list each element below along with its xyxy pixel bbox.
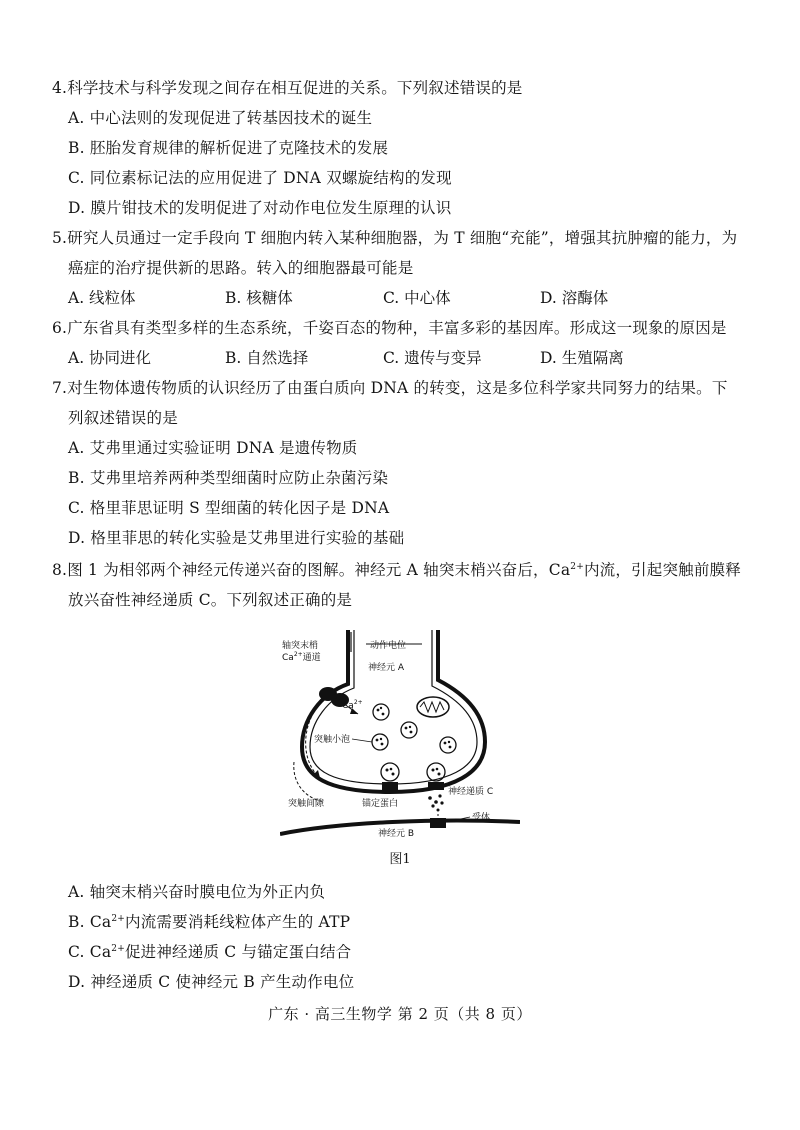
figure-1-caption: 图1 (389, 852, 411, 867)
question-5-option-b: B. 核糖体 (225, 289, 293, 307)
vesicles (372, 704, 456, 781)
label-ca-ion: $Ca^{2+}$ (342, 699, 363, 711)
question-8-stem-line1: 8.图 1 为相邻两个神经元传递兴奋的图解。神经元 A 轴突末梢兴奋后，$Ca^{2+}$内流，引起突触前膜释 (52, 561, 741, 579)
question-6-option-d: D. 生殖隔离 (540, 349, 624, 367)
question-5-option-c: C. 中心体 (383, 289, 451, 307)
question-8-stem-line2: 放兴奋性神经递质 C。下列叙述正确的是 (68, 591, 353, 609)
neuron-a-membrane (302, 630, 485, 792)
label-neuron-a: 神经元 A (368, 663, 405, 673)
question-8-option-d: D. 神经递质 C 使神经元 B 产生动作电位 (68, 973, 355, 991)
question-7-stem-line2: 列叙述错误的是 (68, 409, 178, 427)
label-ca-channel: $Ca^{2+}$通道 (282, 651, 321, 663)
label-receptor: 受体 (472, 813, 491, 823)
label-neurotransmitter-c: 神经递质 C (448, 787, 494, 797)
question-5-stem-line2: 癌症的治疗提供新的思路。转入的细胞器最可能是 (68, 259, 414, 277)
question-7-option-b: B. 艾弗里培养两种类型细菌时应防止杂菌污染 (68, 469, 389, 487)
label-vesicle: 突触小泡 (314, 735, 351, 745)
label-axon-terminal: 轴突末梢 (282, 641, 319, 651)
question-6-option-a: A. 协同进化 (68, 349, 152, 367)
question-4-stem: 4.科学技术与科学发现之间存在相互促进的关系。下列叙述错误的是 (52, 79, 523, 97)
question-4-option-d: D. 膜片钳技术的发明促进了对动作电位发生原理的认识 (68, 199, 452, 217)
question-6-option-c: C. 遗传与变异 (383, 349, 482, 367)
question-5-option-a: A. 线粒体 (68, 289, 136, 307)
question-8-option-b: B. $Ca^{2+}$内流需要消耗线粒体产生的 ATP (68, 913, 351, 931)
label-synaptic-cleft: 突触间隙 (288, 799, 325, 809)
question-7-option-d: D. 格里菲思的转化实验是艾弗里进行实验的基础 (68, 529, 405, 547)
question-7-stem-line1: 7.对生物体遗传物质的认识经历了由蛋白质向 DNA 的转变，这是多位科学家共同努力的结果。下 (52, 379, 728, 397)
label-action-potential: 动作电位 (370, 641, 407, 651)
question-7-option-c: C. 格里菲思证明 S 型细菌的转化因子是 DNA (68, 499, 390, 517)
question-8-option-a: A. 轴突末梢兴奋时膜电位为外正内负 (68, 883, 326, 901)
question-8-option-c: C. $Ca^{2+}$促进神经递质 C 与锚定蛋白结合 (68, 943, 352, 961)
label-anchor-protein: 锚定蛋白 (362, 799, 399, 809)
question-4-option-b: B. 胚胎发育规律的解析促进了克隆技术的发展 (68, 139, 389, 157)
page-footer: 广东 · 高三生物学 第 2 页（共 8 页） (268, 1005, 532, 1023)
question-6-stem: 6.广东省具有类型多样的生态系统，千姿百态的物种，丰富多彩的基因库。形成这一现象的原因是 (52, 319, 727, 337)
question-6-option-b: B. 自然选择 (225, 349, 309, 367)
label-neuron-b: 神经元 B (378, 829, 415, 839)
question-4-option-a: A. 中心法则的发现促进了转基因技术的诞生 (68, 109, 373, 127)
question-7-option-a: A. 艾弗里通过实验证明 DNA 是遗传物质 (68, 439, 358, 457)
mitochondrion-icon (417, 697, 449, 717)
anchor-protein-icon (382, 782, 398, 790)
figure-1-synapse-diagram (280, 622, 520, 842)
receptor-icon (430, 818, 446, 828)
question-5-option-d: D. 溶酶体 (540, 289, 609, 307)
neurotransmitter-dots (428, 794, 443, 811)
question-4-option-c: C. 同位素标记法的应用促进了 DNA 双螺旋结构的发现 (68, 169, 452, 187)
question-5-stem-line1: 5.研究人员通过一定手段向 T 细胞内转入某种细胞器，为 T 细胞“充能”，增强其抗肿瘤的能力，为 (52, 229, 738, 247)
